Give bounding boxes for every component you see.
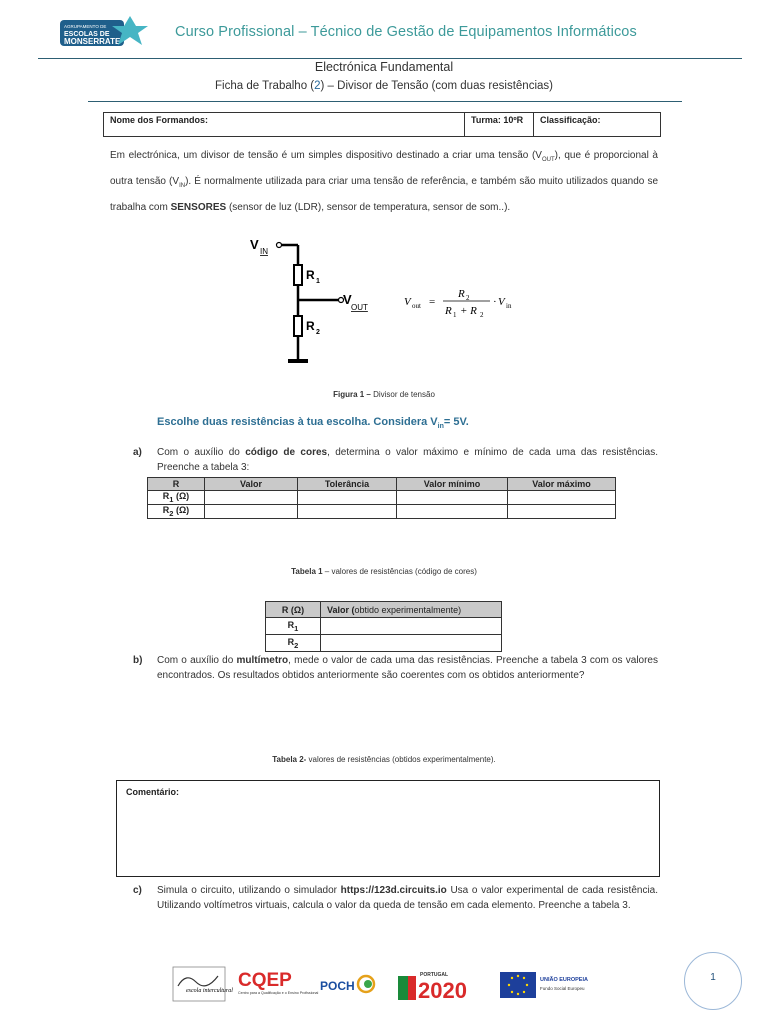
- table1-r1-label: $R_1$ (Ω): [148, 491, 205, 505]
- svg-text:MONSERRATE: MONSERRATE: [64, 37, 121, 46]
- divider-formula: [404, 288, 512, 319]
- svg-text:2: 2: [466, 294, 470, 302]
- table1-header-value: Valor: [205, 478, 298, 491]
- table1-cell[interactable]: [397, 505, 508, 519]
- r2-label: R: [306, 319, 315, 333]
- vin-label: V: [250, 237, 259, 252]
- color-code-table: [147, 477, 616, 519]
- svg-text:AGRUPAMENTO DE: AGRUPAMENTO DE: [64, 24, 107, 29]
- vout-subscript: OUT: [351, 303, 368, 312]
- poch-logo: [318, 966, 380, 1002]
- cqep-logo: [236, 966, 319, 1002]
- subtitle-divider: [88, 101, 682, 102]
- table2-header-r: R (Ω): [266, 602, 321, 618]
- table1-header-max: Valor máximo: [508, 478, 616, 491]
- table-row: [266, 635, 502, 652]
- table2-cell[interactable]: [321, 618, 502, 635]
- table1-r2-label: $R_2$ (Ω): [148, 505, 205, 519]
- svg-text:1: 1: [453, 311, 457, 319]
- vin-subscript: IN: [260, 247, 268, 256]
- svg-text:·: ·: [493, 296, 497, 308]
- table1-header-tolerance: Tolerância: [298, 478, 397, 491]
- svg-text:escola intercultural: escola intercultural: [186, 988, 233, 994]
- table1-cell[interactable]: [298, 491, 397, 505]
- table-row: [148, 505, 616, 519]
- table1-cell[interactable]: [508, 505, 616, 519]
- table1-cell[interactable]: [397, 491, 508, 505]
- table1-cell[interactable]: [205, 491, 298, 505]
- comment-box[interactable]: [116, 780, 660, 877]
- svg-text:PORTUGAL: PORTUGAL: [420, 972, 449, 978]
- svg-text:R: R: [445, 305, 452, 317]
- eu-logo: [498, 966, 602, 1002]
- course-title: Curso Profissional – Técnico de Gestão de Equipamentos Informáticos: [175, 24, 637, 40]
- intro-paragraph: Em electrónica, um divisor de tensão é um simples dispositivo destinado a criar uma tensão $(V_{OUT})$, que é proporcional à outra tensão $(V_{IN})$. É normalmente utilizada para criar uma tensão de referência, e também são muito utilizados quando se trabalha com SENSORES (sensor de luz (LDR), sensor de temperatura, sensor de som..).: [110, 150, 659, 213]
- svg-text:ESCOLAS DE: ESCOLAS DE: [64, 31, 110, 38]
- svg-text:UNIÃO EUROPEIA: UNIÃO EUROPEIA: [540, 977, 588, 983]
- svg-text:POCH: POCH: [320, 979, 355, 993]
- figure-caption: Figura 1 – Divisor de tensão: [333, 390, 435, 399]
- portugal-2020-logo: [396, 966, 488, 1002]
- grade-field: Classificação:: [534, 113, 661, 137]
- svg-text:Fundo Social Europeu: Fundo Social Europeu: [540, 986, 585, 991]
- item-c: c) Simula o circuito, utilizando o simulador https://123d.circuits.io Usa o valor experimental de cada resistência. Utilizando voltímetros virtuais, calcula o valor da queda de tensão em cada elemento. Preenche a tabela 3.: [133, 885, 658, 911]
- svg-text:CQEP: CQEP: [238, 970, 292, 991]
- document-title: Electrónica Fundamental: [314, 60, 454, 74]
- table-row: [266, 618, 502, 635]
- header-divider: [38, 58, 742, 59]
- vout-label: V: [343, 292, 352, 307]
- svg-text:2: 2: [480, 311, 484, 319]
- document-subtitle: Ficha de Trabalho (2) – Divisor de Tensão (com duas resistências): [215, 80, 553, 92]
- names-field[interactable]: Nome dos Formandos:: [104, 113, 465, 137]
- intercultural-school-logo: [172, 966, 233, 1002]
- table2-header-value: Valor (obtido experimentalmente): [321, 602, 502, 618]
- school-logo: [58, 12, 162, 50]
- r1-subscript: 1: [316, 278, 320, 285]
- page-number: 1: [710, 972, 716, 983]
- table2-r2-label: $R_2$: [266, 635, 321, 652]
- item-b: b) Com o auxílio do multímetro, mede o valor de cada uma das resistências. Preenche a tabela 3 com os valores encontrados. Os resultados obtidos anteriormente são coerentes com os obtidos anteriormente?: [133, 655, 658, 681]
- svg-text:out: out: [412, 302, 421, 310]
- task-instruction: Escolhe duas resistências à tua escolha. Considera $V_{in}= 5V$.: [157, 416, 469, 431]
- measured-values-table: [265, 601, 502, 652]
- table1-cell[interactable]: [298, 505, 397, 519]
- svg-text:R: R: [458, 288, 465, 300]
- table2-r1-label: $R_1$: [266, 618, 321, 635]
- voltage-divider-circuit: [240, 232, 540, 372]
- r1-label: R: [306, 268, 315, 282]
- comment-label: Comentário:: [126, 787, 180, 797]
- svg-text:in: in: [506, 302, 512, 310]
- item-a: a) Com o auxílio do código de cores, determina o valor máximo e mínimo de cada uma das resistências. Preenche a tabela 3:: [133, 447, 658, 473]
- table1-cell[interactable]: [508, 491, 616, 505]
- table2-cell[interactable]: [321, 635, 502, 652]
- table-row: [148, 491, 616, 505]
- table1-header-r: R: [148, 478, 205, 491]
- table2-caption: Tabela 2- valores de resistências (obtidos experimentalmente).: [272, 755, 496, 764]
- r2-subscript: 2: [316, 329, 320, 336]
- svg-text:V: V: [498, 296, 505, 308]
- class-field: Turma: 10ºR: [465, 113, 534, 137]
- svg-text:Centro para a Qualificação e o: Centro para a Qualificação e o Ensino Profissional: [238, 991, 319, 995]
- table1-caption: Tabela 1 – valores de resistências (código de cores): [291, 567, 477, 576]
- svg-text:2020: 2020: [418, 978, 467, 1003]
- student-info-table: [103, 112, 661, 137]
- svg-text:V: V: [404, 296, 411, 308]
- table1-cell[interactable]: [205, 505, 298, 519]
- svg-text:+ R: + R: [460, 305, 477, 317]
- table1-header-min: Valor mínimo: [397, 478, 508, 491]
- svg-text:=: =: [429, 296, 436, 308]
